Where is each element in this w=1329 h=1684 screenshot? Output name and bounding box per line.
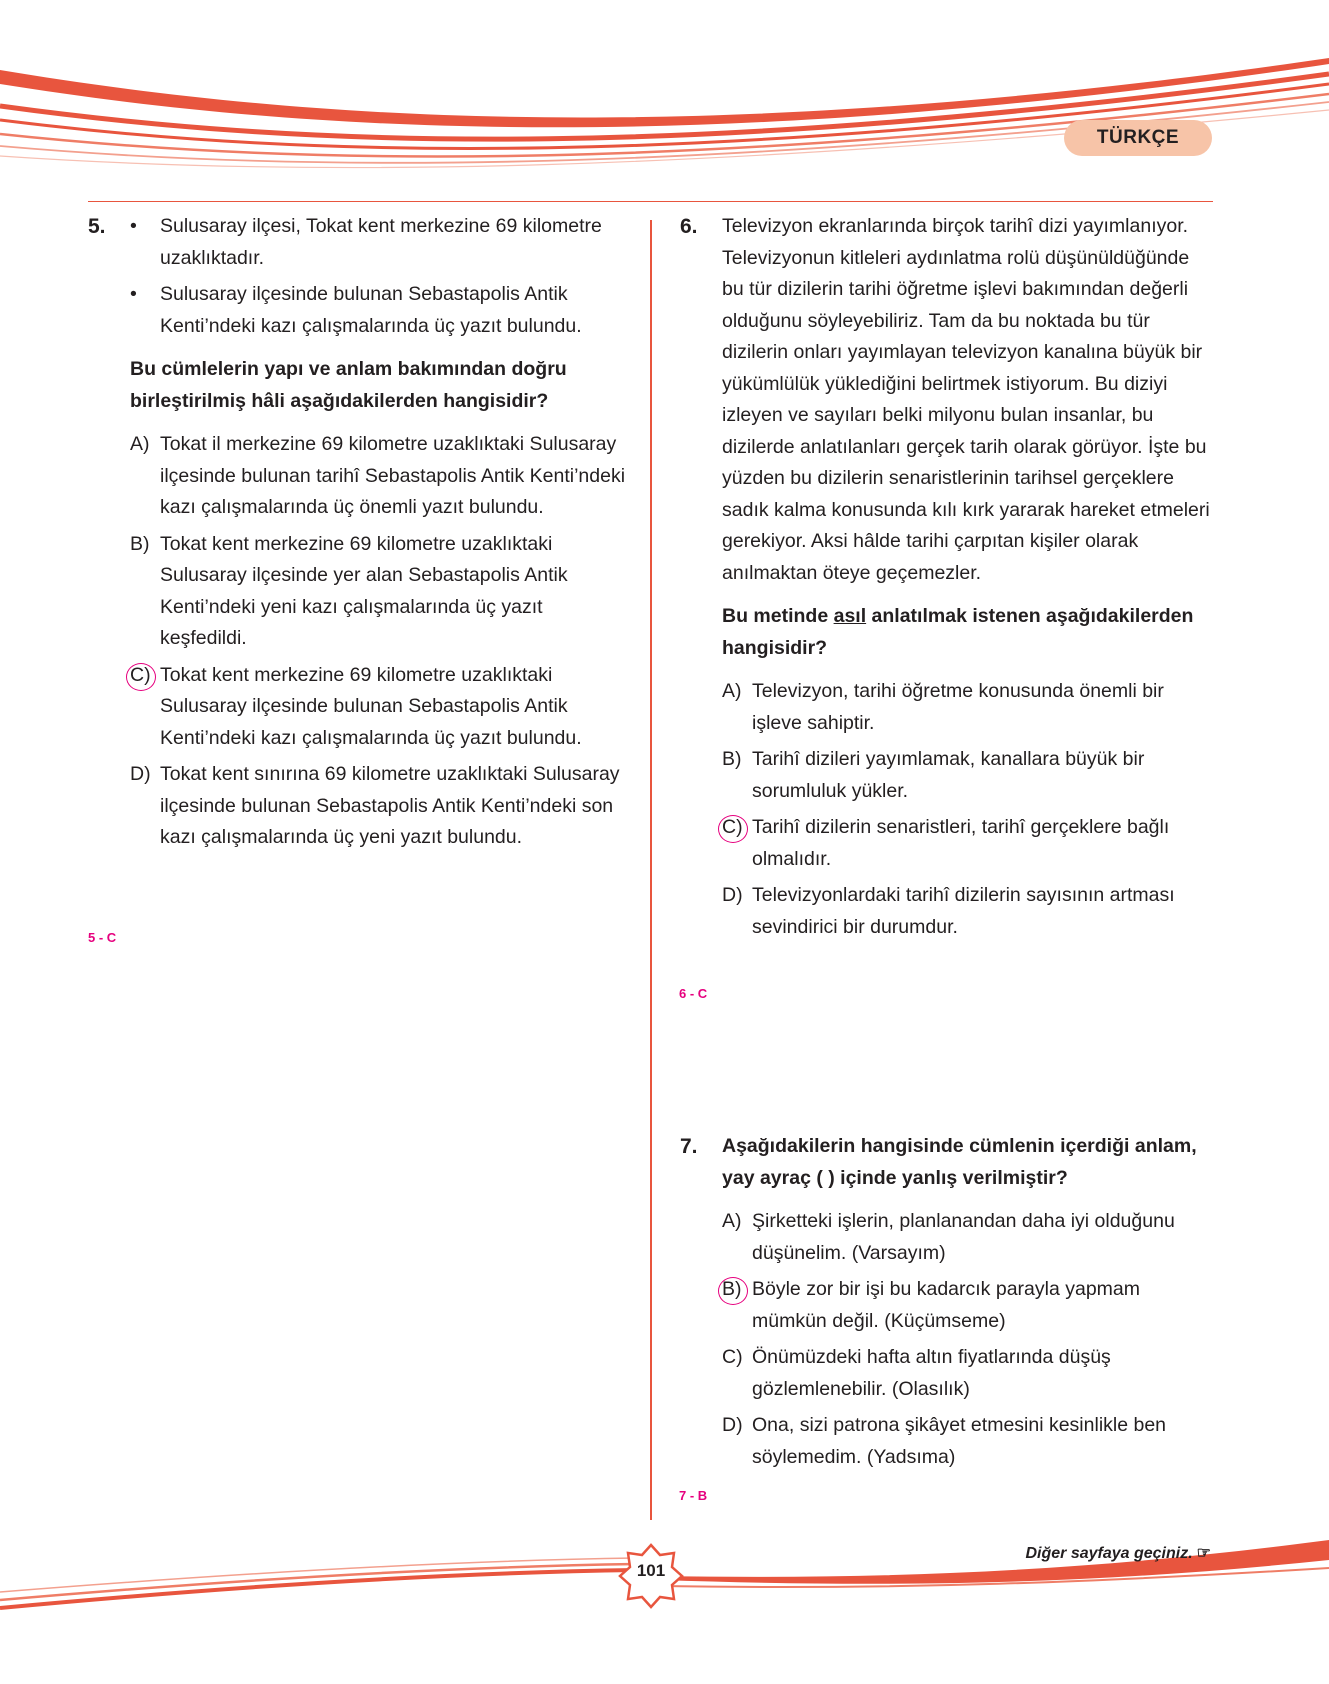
option-text: Tarihî dizilerin senaristleri, tarihî gerçeklere bağlı olmalıdır.	[752, 816, 1170, 870]
option-text: Televizyonlardaki tarihî dizilerin sayısının artması sevindirici bir durumdur.	[752, 884, 1175, 938]
option-a	[722, 1206, 1215, 1269]
right-column-top	[680, 211, 1215, 948]
right-column-bottom	[680, 1131, 1215, 1478]
option-d	[722, 880, 1215, 943]
stem-part: Bu metinde	[722, 605, 834, 627]
question-stem: Aşağıdakilerin hangisinde cümlenin içerdiği anlam, yay ayraç ( ) içinde yanlış verilmiştir?	[722, 1135, 1197, 1189]
bullet-dot-icon: •	[130, 283, 137, 305]
option-text: Tokat kent merkezine 69 kilometre uzaklıktaki Sulusaray ilçesinde yer alan Sebastapolis Antik Kenti’ndeki yeni kazı çalışmalarında üç yazıt keşfedildi.	[160, 532, 568, 649]
option-text: Ona, sizi patrona şikâyet etmesini kesinlikle ben söylemedim. (Yadsıma)	[752, 1414, 1167, 1468]
option-b	[130, 529, 628, 655]
option-letter-circled: B)	[722, 1274, 742, 1306]
stem-underlined-word: asıl	[833, 605, 867, 627]
bullet-item	[130, 211, 628, 274]
option-c	[722, 1342, 1215, 1405]
option-d	[130, 759, 628, 854]
question-7	[680, 1131, 1215, 1473]
answer-key-6: 6 - C	[679, 986, 708, 1001]
option-text: Şirketteki işlerin, planlanandan daha iyi olduğunu düşünelim. (Varsayım)	[752, 1210, 1175, 1264]
option-letter-circled: C)	[130, 660, 151, 692]
question-5	[88, 211, 628, 854]
option-c	[130, 660, 628, 755]
option-text: Tarihî dizileri yayımlamak, kanallara büyük bir sorumluluk yükler.	[752, 748, 1145, 802]
option-letter: C)	[722, 1346, 743, 1368]
option-letter: A)	[722, 1210, 742, 1232]
subject-tab: TÜRKÇE	[1064, 120, 1212, 156]
option-letter: B)	[130, 532, 150, 555]
option-text: Önümüzdeki hafta altın fiyatlarında düşüş gözlemlenebilir. (Olasılık)	[752, 1346, 1111, 1400]
question-stem	[722, 601, 1215, 664]
question-6	[680, 211, 1215, 943]
bullet-item	[130, 279, 628, 342]
option-text: Televizyon, tarihi öğretme konusunda önemli bir işleve sahiptir.	[752, 680, 1164, 734]
next-page-note	[1025, 1543, 1211, 1563]
option-text: Tokat kent sınırına 69 kilometre uzaklıktaki Sulusaray ilçesinde bulunan Sebastapolis Antik Kenti’ndeki son kazı çalışmalarında üç yeni yazıt bulundu.	[160, 763, 620, 848]
stem-part: anlatılmak istenen aşağıdakilerden hangisidir?	[722, 605, 1194, 659]
option-text: Tokat kent merkezine 69 kilometre uzaklıktaki Sulusaray ilçesinde bulunan Sebastapolis Antik Kenti’ndeki kazı çalışmalarında üç yazıt bulundu.	[160, 663, 582, 749]
option-d	[722, 1410, 1215, 1473]
bullet-text: Sulusaray ilçesinde bulunan Sebastapolis Antik Kenti’ndeki kazı çalışmalarında üç yazıt bulundu.	[160, 283, 582, 337]
header-rule	[88, 201, 1213, 202]
option-letter: A)	[130, 433, 150, 455]
option-a	[130, 429, 628, 524]
question-number: 7.	[680, 1135, 698, 1158]
option-letter-circled: C)	[722, 812, 743, 844]
answer-key-7: 7 - B	[679, 1488, 708, 1503]
pointing-hand-icon: ☞	[1196, 1545, 1211, 1562]
option-letter: D)	[722, 1414, 743, 1436]
passage-text: Televizyon ekranlarında birçok tarihî dizi yayımlanıyor. Televizyonun kitleleri aydınlatma rolü düşünüldüğünde bu tür dizilerin tarihi öğretme işlevi bakımından değerli olduğunu söyleyebiliriz. Tam da bu noktada bu tür dizilerin onları yayımlayan televizyon kanalına büyük bir yükümlülük yüklediğini belirtmek istiyorum. Bu diziyi izleyen ve sayıları belki milyonu bulan insanlar, bu dizilerde anlatılanları gerçek tarih olarak görüyor. İşte bu yüzden bu dizilerin senaristlerinin tarihsel gerçeklere sadık kalma konusunda kılı kırk yararak hareket etmeleri gerekiyor. Aksi hâlde tarihi çarpıtan kişiler olarak anılmaktan öteye geçemezler.	[722, 215, 1210, 584]
option-b	[722, 744, 1215, 807]
option-letter: A)	[722, 680, 742, 702]
option-text: Böyle zor bir işi bu kadarcık parayla yapmam mümkün değil. (Küçümseme)	[752, 1278, 1140, 1332]
question-stem: Bu cümlelerin yapı ve anlam bakımından doğru birleştirilmiş hâli aşağıdakilerden hangisidir?	[130, 358, 567, 412]
option-text: Tokat il merkezine 69 kilometre uzaklıktaki Sulusaray ilçesinde bulunan tarihî Sebastapolis Antik Kenti’ndeki kazı çalışmalarında üç önemli yazıt bulundu.	[160, 433, 626, 518]
option-a	[722, 676, 1215, 739]
option-letter: D)	[722, 884, 743, 906]
bullet-dot-icon: •	[130, 215, 137, 237]
option-c	[722, 812, 1215, 875]
answer-key-5: 5 - C	[88, 930, 117, 945]
column-divider	[650, 220, 652, 1520]
question-number: 6.	[680, 215, 698, 238]
option-letter: B)	[722, 748, 742, 770]
page-number: 101	[636, 1561, 666, 1580]
bullet-text: Sulusaray ilçesi, Tokat kent merkezine 69 kilometre uzaklıktadır.	[160, 215, 602, 269]
left-column	[88, 211, 628, 859]
question-number: 5.	[88, 215, 106, 238]
option-letter: D)	[130, 763, 151, 785]
next-page-text: Diğer sayfaya geçiniz.	[1025, 1545, 1193, 1562]
option-b	[722, 1274, 1215, 1337]
